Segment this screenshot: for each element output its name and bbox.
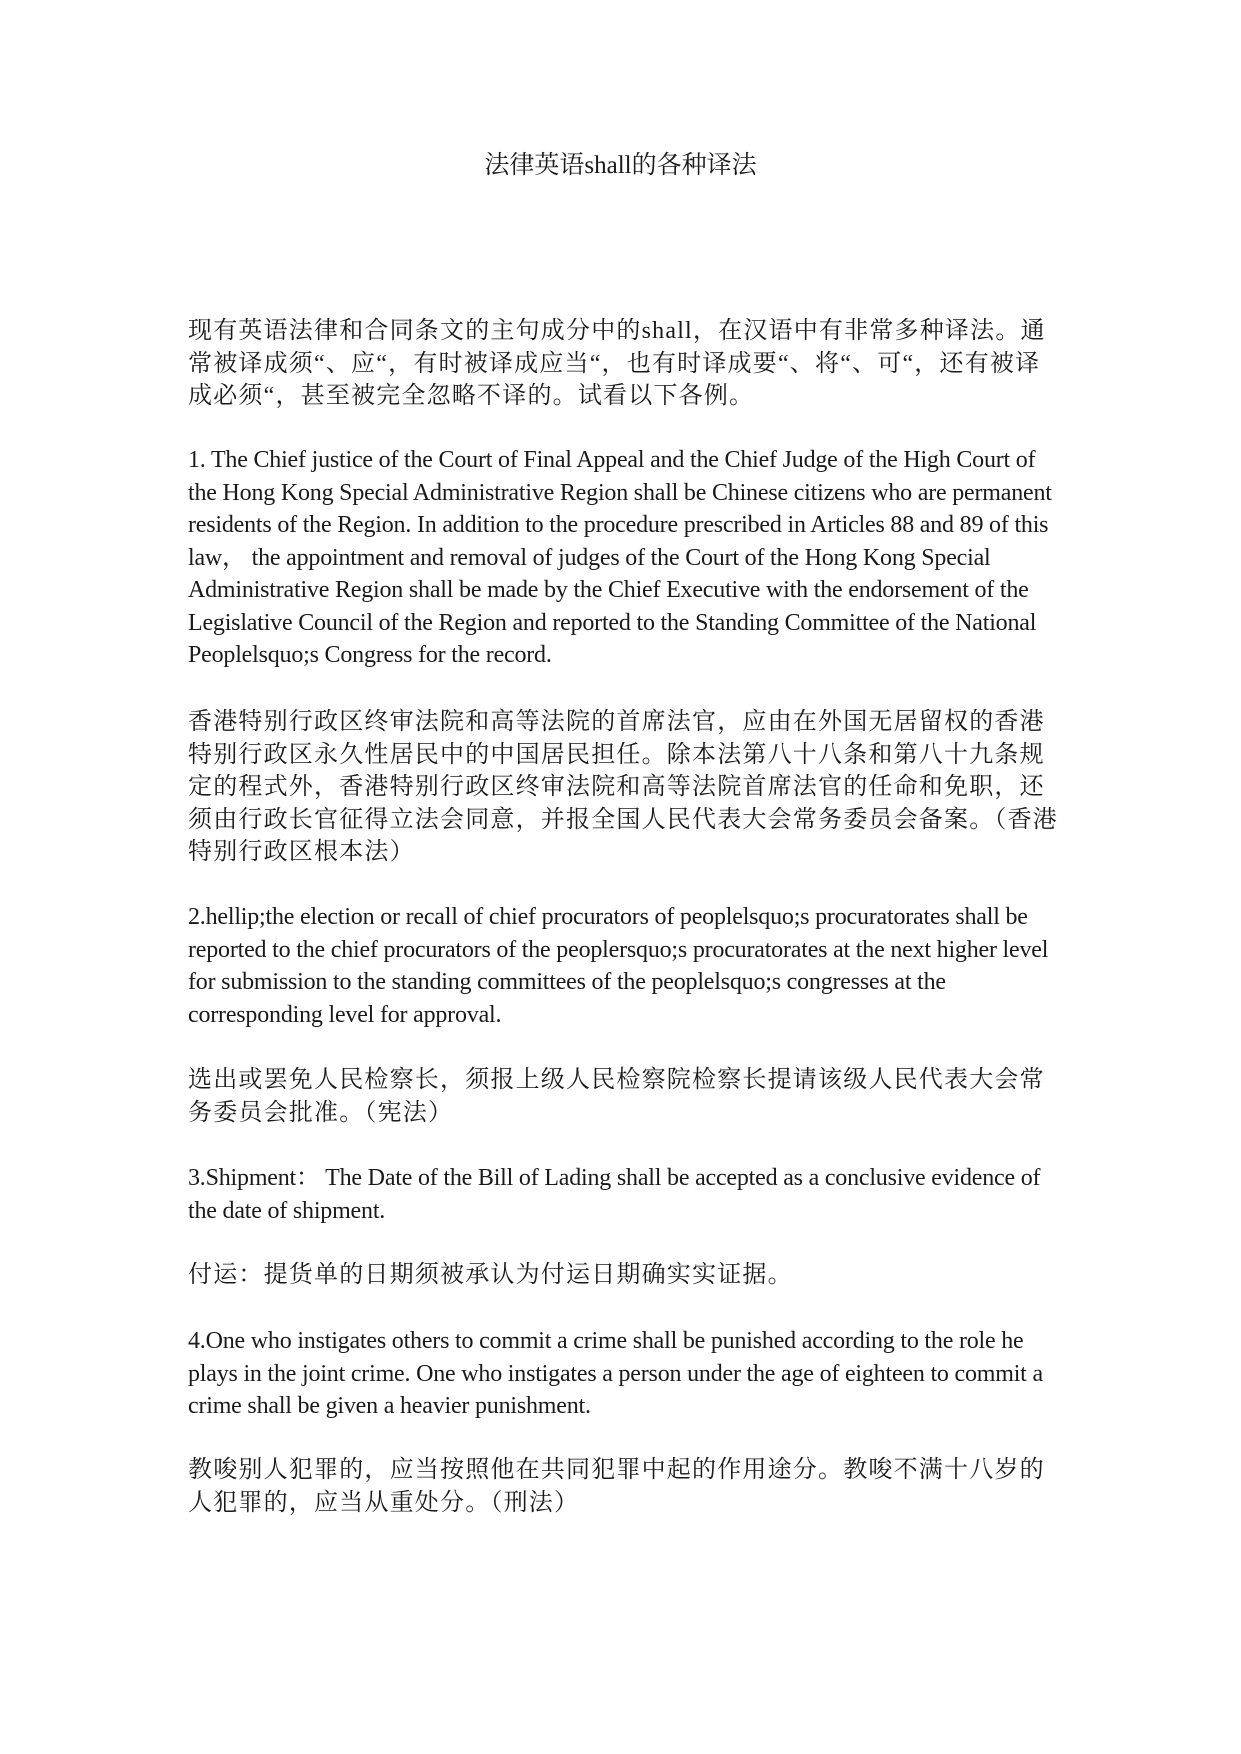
paragraph-example-4-english: 4.One who instigates others to commit a crime shall be punished according to the role he plays in the joint crime. One who instigates a person under the age of eighteen to commit a crime shall be given a heavier punishment.: [188, 1328, 1043, 1419]
paragraph-example-2-chinese: 选出或罢免人民检察长，须报上级人民检察院检察长提请该级人民代表大会常务委员会批准。（宪法）: [188, 1067, 1045, 1126]
paragraph-example-3-chinese: 付运：提货单的日期须被承认为付运日期确实实证据。: [188, 1262, 793, 1288]
document-title: 法律英语shall的各种译法: [484, 152, 757, 179]
paragraph-example-1-english: 1. The Chief justice of the Court of Final Appeal and the Chief Judge of the High Court of the Hong Kong Special Administrative Region shall be Chinese citizens who are permanent residents of the Region. In addition to the procedure prescribed in Articles 88 and 89 of this law， the appointment and removal of judges of the Court of the Hong Kong Special Administrative Region shall be made by the Chief Executive with the endorsement of the Legislative Council of the Region and reported to the Standing Committee of the National Peoplelsquo;s Congress for the record.: [188, 447, 1052, 668]
paragraph-example-1-chinese: 香港特别行政区终审法院和高等法院的首席法官，应由在外国无居留权的香港特别行政区永久性居民中的中国居民担任。除本法第八十八条和第八十九条规定的程式外，香港特别行政区终审法院和高等法院首席法官的任命和免职，还须由行政长官征得立法会同意，并报全国人民代表大会常务委员会备案。（香港特别行政区根本法）: [188, 709, 1058, 865]
paragraph-example-2-english: 2.hellip;the election or recall of chief procurators of peoplelsquo;s procuratorates shall be reported to the chief procurators of the peoplersquo;s procuratorates at the next higher level for submission to the standing committees of the peoplelsquo;s congresses at the corresponding level for approval.: [188, 904, 1049, 1028]
paragraph-example-3-english: 3.Shipment： The Date of the Bill of Lading shall be accepted as a conclusive evidence of the date of shipment.: [188, 1165, 1041, 1224]
paragraph-intro: 现有英语法律和合同条文的主句成分中的shall，在汉语中有非常多种译法。通常被译成须“、应“，有时被译成应当“，也有时译成要“、将“、可“，还有被译成必须“，甚至被完全忽略不译的。试看以下各例。: [188, 318, 1046, 409]
paragraph-example-4-chinese: 教唆别人犯罪的，应当按照他在共同犯罪中起的作用途分。教唆不满十八岁的人犯罪的，应当从重处分。（刑法）: [188, 1457, 1045, 1516]
